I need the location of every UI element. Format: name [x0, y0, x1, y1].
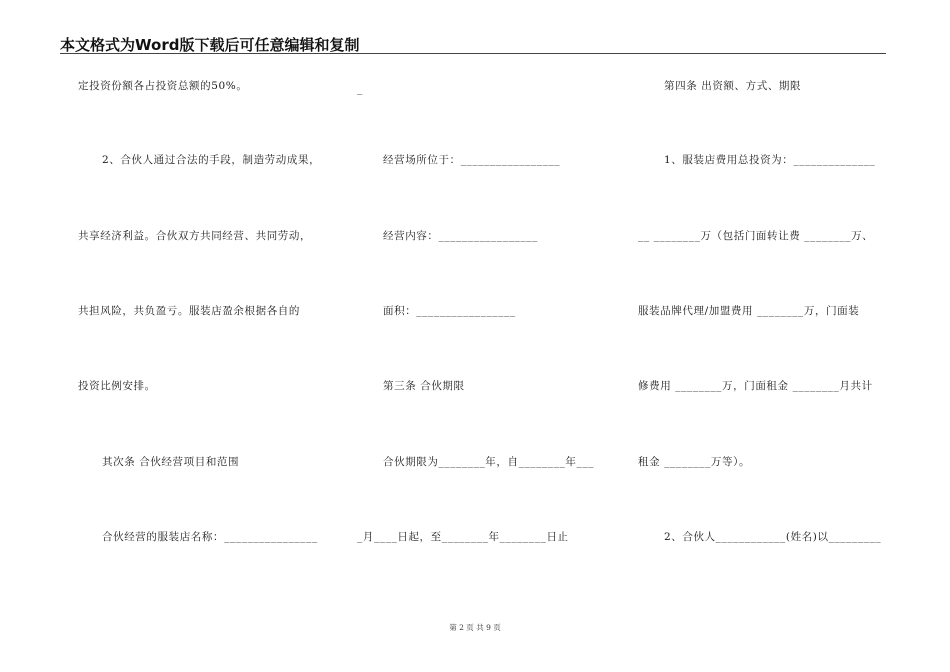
right-line-3: __ ________万（包括门面转让费 ________万、 [638, 230, 874, 242]
right-line-1: 第四条 出资额、方式、期限 [664, 80, 802, 92]
right-line-7: 2、合伙人____________(姓名)以_________ [664, 531, 882, 543]
left-line-2: 2、合伙人通过合法的手段，制造劳动成果， [102, 154, 321, 166]
right-line-5: 修费用 ________万，门面租金 ________月共计 [638, 380, 873, 392]
right-line-4: 服装品牌代理/加盟费用 ________万，门面装 [638, 305, 860, 317]
document-header-title: 本文格式为Word版下载后可任意编辑和复制 [60, 36, 360, 54]
middle-line-3: 经营内容：_________________ [383, 230, 538, 242]
left-line-3: 共享经济利益。合伙双方共同经营、共同劳动， [78, 230, 312, 242]
middle-line-6: 合伙期限为________年，自________年___ [383, 456, 595, 468]
header-divider [60, 53, 886, 54]
left-line-1: 定投资份额各占投资总额的50%。 [78, 80, 248, 92]
middle-line-4: 面积：_________________ [383, 305, 516, 317]
left-line-4: 共担风险，共负盈亏。服装店盈余根据各自的 [78, 305, 300, 317]
middle-line-7: _月____日起，至________年________日止 [357, 531, 569, 543]
left-line-7: 合伙经营的服装店名称：________________ [102, 531, 318, 543]
middle-line-1: _ [357, 83, 363, 95]
left-line-6: 其次条 合伙经营项目和范围 [102, 456, 240, 468]
middle-line-5: 第三条 合伙期限 [383, 380, 465, 392]
middle-line-2: 经营场所位于：_________________ [383, 154, 561, 166]
right-line-6: 租金 ________万等）。 [638, 456, 751, 468]
page-number-footer: 第 2 页 共 9 页 [449, 623, 501, 632]
right-line-2: 1、服装店费用总投资为：______________ [664, 154, 876, 166]
left-line-5: 投资比例安排。 [78, 380, 156, 392]
